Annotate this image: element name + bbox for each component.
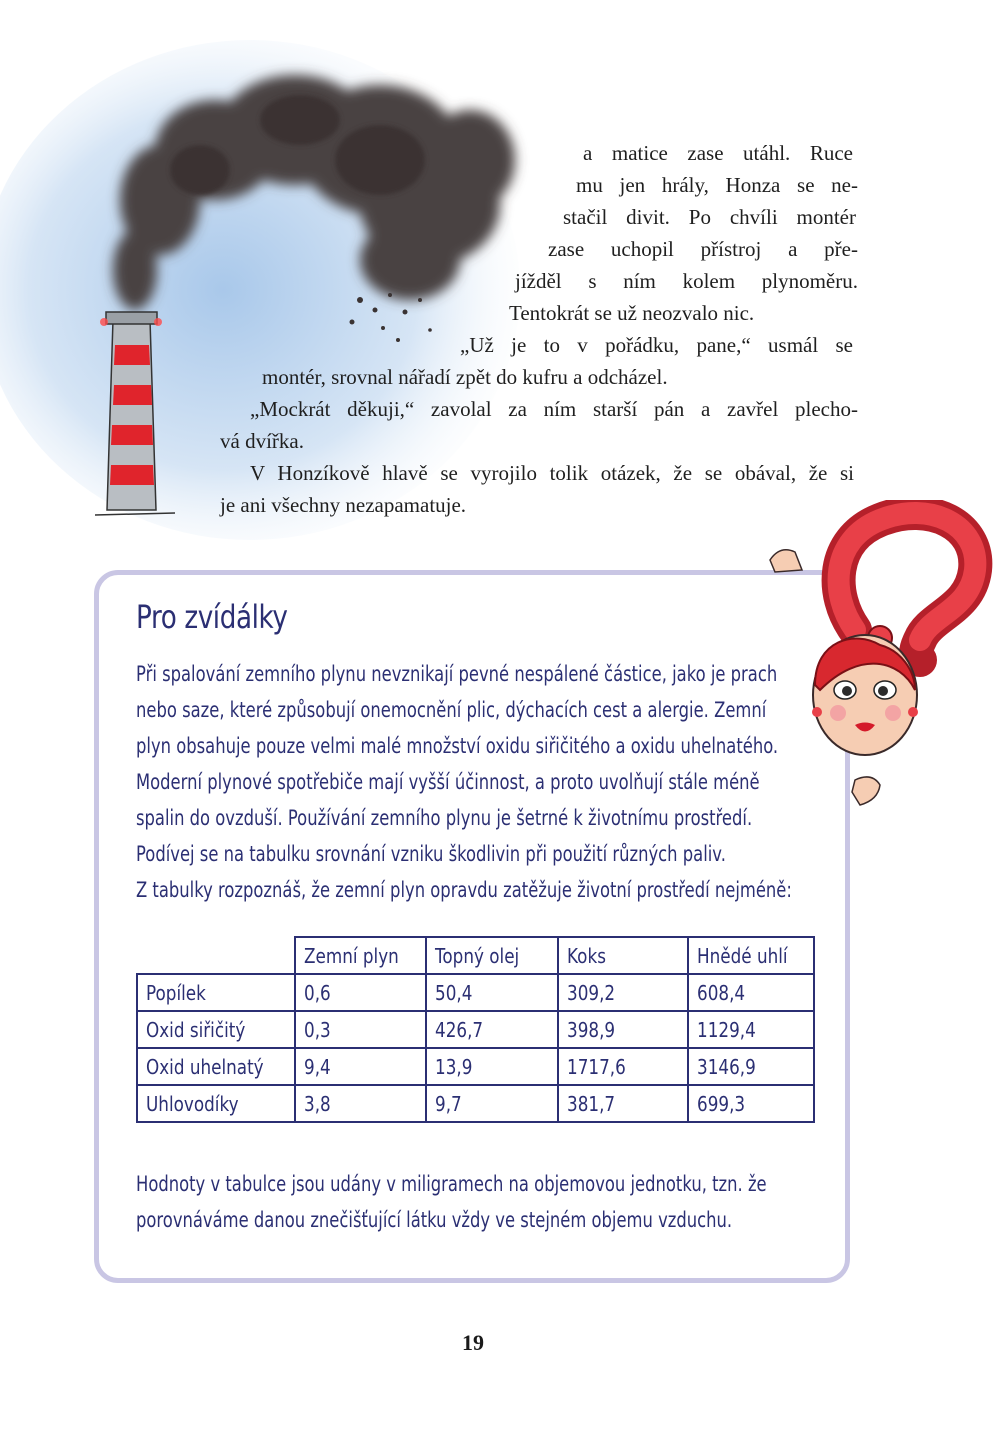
table-cell: 309,2 xyxy=(558,974,688,1011)
table-cell: 699,3 xyxy=(688,1085,814,1122)
table-cell: 3146,9 xyxy=(688,1048,814,1085)
table-cell: 1717,6 xyxy=(558,1048,688,1085)
table-row-label: Oxid uhelnatý xyxy=(137,1048,295,1085)
table-cell: 608,4 xyxy=(688,974,814,1011)
table-row xyxy=(137,1048,814,1085)
info-paragraph-line: Při spalování zemního plynu nevznikají pevné nespálené částice, jako je prach xyxy=(136,662,778,686)
table-cell: 9,7 xyxy=(426,1085,558,1122)
story-line: zase uchopil přístroj a pře- xyxy=(548,237,858,261)
table-header-cell: Topný olej xyxy=(426,937,558,974)
story-line: mu jen hrály, Honza se ne- xyxy=(576,173,858,197)
story-line: vá dvířka. xyxy=(220,429,304,453)
table-header-row xyxy=(137,937,814,974)
table-cell: 0,3 xyxy=(295,1011,426,1048)
story-line: Tentokrát se už neozvalo nic. xyxy=(509,301,755,325)
table-corner-cell xyxy=(137,937,295,974)
story-line: „Mockrát děkuji,“ zavolal za ním starší pán a zavřel plecho- xyxy=(250,397,858,421)
story-line: a matice zase utáhl. Ruce xyxy=(583,141,853,165)
table-cell: 398,9 xyxy=(558,1011,688,1048)
info-box-title: Pro zvídálky xyxy=(136,598,288,636)
table-note-line: porovnáváme danou znečišťující látku vždy ve stejném objemu vzduchu. xyxy=(136,1208,733,1232)
table-header-cell: Zemní plyn xyxy=(295,937,426,974)
table-cell: 13,9 xyxy=(426,1048,558,1085)
question-mark-girl-illustration xyxy=(760,500,1005,830)
table-cell: 50,4 xyxy=(426,974,558,1011)
info-paragraph-line: Podívej se na tabulku srovnání vzniku škodlivin při použití různých paliv. xyxy=(136,842,726,866)
story-line: „Už je to v pořádku, pane,“ usmál se xyxy=(460,333,853,357)
info-paragraph-line: spalin do ovzduší. Používání zemního plynu je šetrné k životnímu prostředí. xyxy=(136,806,753,830)
story-line: V Honzíkově hlavě se vyrojilo tolik otázek, že se obával, že si xyxy=(250,461,854,485)
emissions-table xyxy=(136,936,815,1123)
table-cell: 0,6 xyxy=(295,974,426,1011)
table-row-label: Uhlovodíky xyxy=(137,1085,295,1122)
table-cell: 1129,4 xyxy=(688,1011,814,1048)
story-line: jížděl s ním kolem plynoměru. xyxy=(515,269,858,293)
page-number: 19 xyxy=(462,1330,484,1355)
table-cell: 426,7 xyxy=(426,1011,558,1048)
chimney-smoke-illustration xyxy=(0,0,560,540)
story-line: stačil divit. Po chvíli montér xyxy=(563,205,856,229)
table-cell: 3,8 xyxy=(295,1085,426,1122)
table-note-line: Hodnoty v tabulce jsou udány v miligramech na objemovou jednotku, tzn. že xyxy=(136,1172,767,1196)
table-row xyxy=(137,974,814,1011)
table-header-cell: Hnědé uhlí xyxy=(688,937,814,974)
table-row-label: Oxid siřičitý xyxy=(137,1011,295,1048)
table-header-cell: Koks xyxy=(558,937,688,974)
story-line: montér, srovnal nářadí zpět do kufru a odcházel. xyxy=(262,365,668,389)
info-paragraph-line: nebo saze, které způsobují onemocnění plic, dýchacích cest a alergie. Zemní xyxy=(136,698,767,722)
info-paragraph-line: Z tabulky rozpoznáš, že zemní plyn opravdu zatěžuje životní prostředí nejméně: xyxy=(136,878,792,902)
table-row-label: Popílek xyxy=(137,974,295,1011)
info-paragraph-line: Moderní plynové spotřebiče mají vyšší účinnost, a proto uvolňují stále méně xyxy=(136,770,760,794)
info-paragraph-line: plyn obsahuje pouze velmi malé množství oxidu siřičitého a oxidu uhelnatého. xyxy=(136,734,779,758)
table-row xyxy=(137,1011,814,1048)
table-cell: 9,4 xyxy=(295,1048,426,1085)
table-cell: 381,7 xyxy=(558,1085,688,1122)
table-row xyxy=(137,1085,814,1122)
story-line: je ani všechny nezapamatuje. xyxy=(220,493,467,517)
